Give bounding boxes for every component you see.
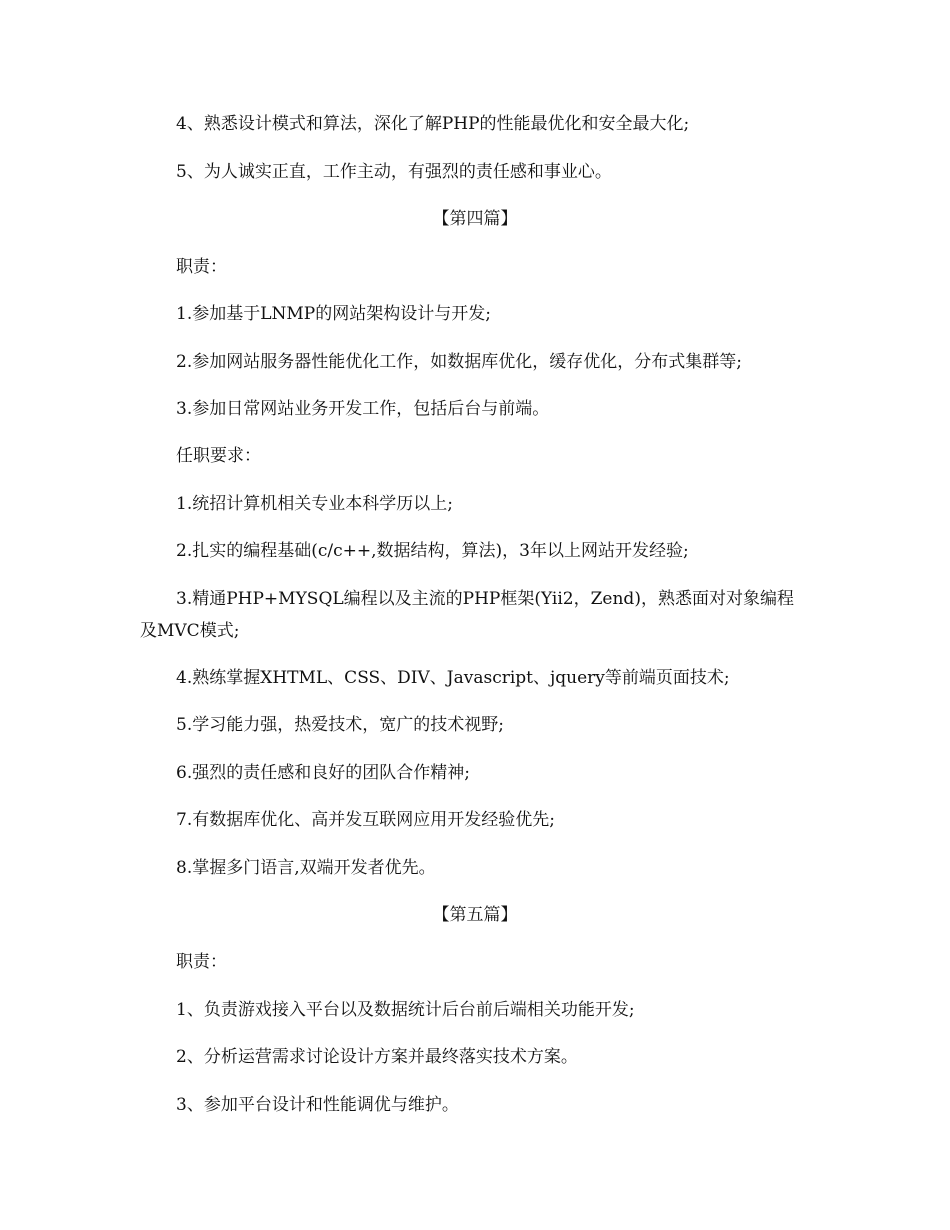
paragraph-line: 1、负责游戏接入平台以及数据统计后台前后端相关功能开发; (176, 1000, 635, 1020)
paragraph-line: 1.统招计算机相关专业本科学历以上; (176, 494, 453, 514)
paragraph-line: 8.掌握多门语言,双端开发者优先。 (176, 858, 436, 878)
paragraph-line: 2、分析运营需求讨论设计方案并最终落实技术方案。 (176, 1047, 578, 1067)
paragraph-line: 5.学习能力强，热爱技术，宽广的技术视野; (176, 715, 504, 735)
paragraph-line: 5、为人诚实正直，工作主动，有强烈的责任感和事业心。 (176, 162, 612, 182)
paragraph-line: 3、参加平台设计和性能调优与维护。 (176, 1095, 459, 1115)
section-heading: 【第五篇】 (432, 905, 518, 925)
paragraph-line: 1.参加基于LNMP的网站架构设计与开发; (176, 304, 491, 324)
paragraph-line: 6.强烈的责任感和良好的团队合作精神; (176, 763, 470, 783)
paragraph-line: 3.参加日常网站业务开发工作，包括后台与前端。 (176, 399, 550, 419)
paragraph-line: 4、熟悉设计模式和算法，深化了解PHP的性能最优化和安全最大化; (176, 114, 690, 134)
paragraph-line: 7.有数据库优化、高并发互联网应用开发经验优先; (176, 810, 555, 830)
paragraph-line: 职责： (176, 257, 227, 277)
paragraph-line: 2.参加网站服务器性能优化工作，如数据库优化，缓存优化，分布式集群等; (176, 352, 742, 372)
paragraph-line: 4.熟练掌握XHTML、CSS、DIV、Javascript、jquery等前端页面技术; (176, 668, 730, 688)
paragraph-line: 2.扎实的编程基础(c/c++,数据结构，算法)，3年以上网站开发经验; (176, 541, 689, 561)
paragraph-line-continuation: 及MVC模式; (140, 621, 240, 641)
paragraph-line: 任职要求： (176, 446, 261, 466)
paragraph-line: 职责： (176, 952, 227, 972)
paragraph-line: 3.精通PHP+MYSQL编程以及主流的PHP框架(Yii2，Zend)，熟悉面对对象编程 (176, 589, 794, 609)
section-heading: 【第四篇】 (432, 209, 518, 229)
